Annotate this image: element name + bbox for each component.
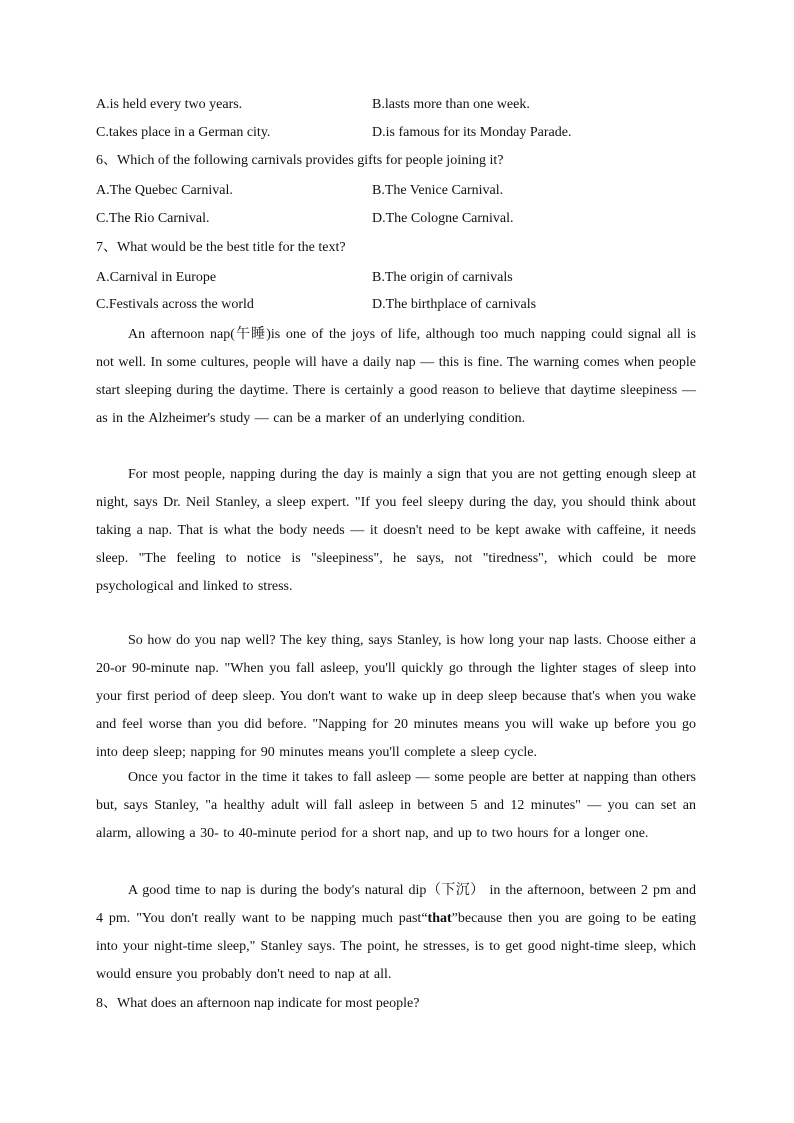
q5-option-a: A.is held every two years. xyxy=(96,97,243,112)
q8-question: 8、What does an afternoon nap indicate for most people? xyxy=(96,996,420,1011)
q6-question: 6、Which of the following carnivals provides gifts for people joining it? xyxy=(96,153,504,168)
q7-option-c: C.Festivals across the world xyxy=(96,297,254,312)
q7-option-a: A.Carnival in Europe xyxy=(96,270,217,285)
q6-option-a: A.The Quebec Carnival. xyxy=(96,183,233,198)
q6-options-row-2 xyxy=(96,209,706,229)
q5-option-b: B.lasts more than one week. xyxy=(372,97,530,112)
passage-paragraph-4: Once you factor in the time it takes to fall asleep — some people are better at napping than others but, says Stanley, "a healthy adult will fall asleep in between 5 and 12 minutes" — you can set an alarm, allowing a 30- to 40-minute period for a short nap, and up to two hours for a longer one. xyxy=(96,770,696,841)
q7-option-d: D.The birthplace of carnivals xyxy=(372,297,537,312)
passage-emphasis-that: that xyxy=(427,911,452,926)
q7-options-row-1 xyxy=(96,268,706,288)
passage-paragraph-2: For most people, napping during the day is mainly a sign that you are not getting enough sleep at night, says Dr. Neil Stanley, a sleep expert. "If you feel sleepy during the day, you should think about taking a nap. That is what the body needs — it doesn't need to be kept awake with caffeine, it needs sleep. "The feeling to notice is "sleepiness", he says, not "tiredness", which could be more psychological and linked to stress. xyxy=(96,467,696,594)
passage-paragraph-5-part-1: A good time to nap is during the body's natural dip（下沉） in the afternoon, between 2 pm and 4 pm. "You don't really want to be napping much past“ xyxy=(96,883,696,926)
passage-paragraph-1: An afternoon nap(午睡)is one of the joys of life, although too much napping could signal all is not well. In some cultures, people will have a daily nap — this is fine. The warning comes when people start sleeping during the daytime. There is certainly a good reason to believe that daytime sleepiness — as in the Alzheimer's study — can be a marker of an underlying condition. xyxy=(96,327,696,426)
q7-question: 7、What would be the best title for the text? xyxy=(96,240,346,255)
q5-options-row-2 xyxy=(96,123,706,143)
q6-options-row-1 xyxy=(96,181,706,201)
passage-paragraph-5 xyxy=(96,877,696,989)
passage-paragraph-5-part-2: ”because then you are going to be eating into your night-time sleep," Stanley says. The point, he stresses, is to get good night-time sleep, which would ensure you probably don't need to nap at all. xyxy=(96,911,696,982)
q5-option-c: C.takes place in a German city. xyxy=(96,125,271,140)
passage-paragraph-3: So how do you nap well? The key thing, says Stanley, is how long your nap lasts. Choose either a 20-or 90-minute nap. "When you fall asleep, you'll quickly go through the lighter stages of sleep into your first period of deep sleep. You don't want to wake up in deep sleep because that's when you wake and feel worse than you did before. "Napping for 20 minutes means you will wake up before you go into deep sleep; napping for 90 minutes means you'll complete a sleep cycle. xyxy=(96,633,696,760)
q5-option-d: D.is famous for its Monday Parade. xyxy=(372,125,572,140)
q6-option-d: D.The Cologne Carnival. xyxy=(372,211,514,226)
q6-option-b: B.The Venice Carnival. xyxy=(372,183,504,198)
q5-options-row-1 xyxy=(96,95,706,115)
q6-option-c: C.The Rio Carnival. xyxy=(96,211,210,226)
q7-option-b: B.The origin of carnivals xyxy=(372,270,513,285)
q7-options-row-2 xyxy=(96,295,706,315)
